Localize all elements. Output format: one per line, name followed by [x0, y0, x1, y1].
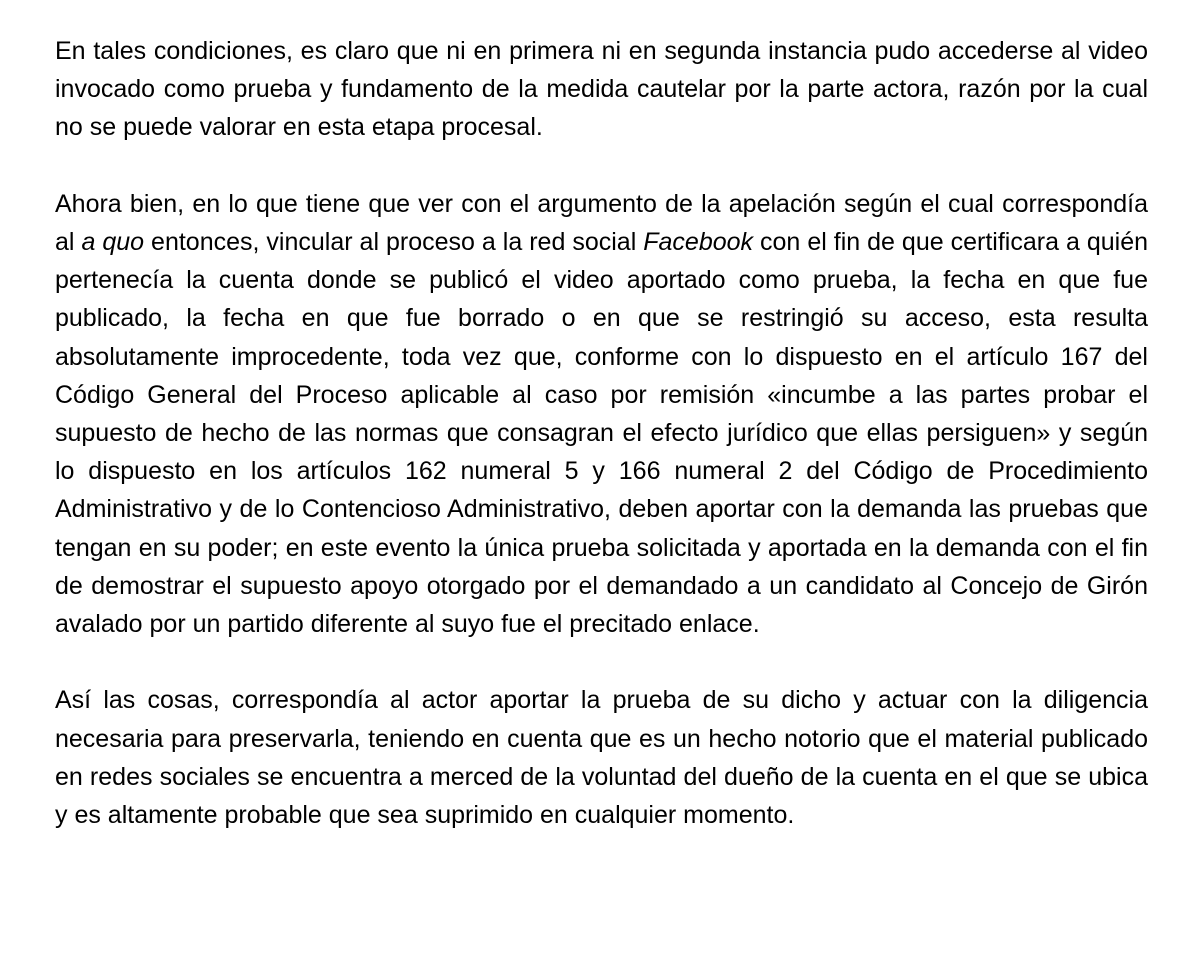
brand-name-facebook: Facebook [643, 228, 754, 256]
paragraph-1 [55, 32, 1148, 147]
paragraph-2-text-c: con el fin de que certificara a quién pertenecía la cuenta donde se publicó el video aportado como prueba, la fecha en que fue publicado, la fecha en que fue borrado o en que se restringió su acceso, esta resulta absolutamente improcedente, toda vez que, conforme con lo dispuesto en el artículo 167 del Código General del Proceso aplicable al caso por remisión «incumbe a las partes probar el supuesto de hecho de las normas que consagran el efecto jurídico que ellas persiguen» y según lo dispuesto en los artículos 162 numeral 5 y 166 numeral 2 del Código de Procedimiento Administrativo y de lo Contencioso Administrativo, deben aportar con la demanda las pruebas que tengan en su poder; en este evento la única prueba solicitada y aportada en la demanda con el fin de demostrar el supuesto apoyo otorgado por el demandado a un candidato al Concejo de Girón avalado por un partido diferente al suyo fue el precitado enlace. [55, 228, 1149, 639]
document-body [55, 32, 1148, 834]
paragraph-1-text: En tales condiciones, es claro que ni en primera ni en segunda instancia pudo accederse al video invocado como prueba y fundamento de la medida cautelar por la parte actora, razón por la cual no se puede valorar en esta etapa procesal. [55, 37, 1148, 142]
paragraph-2 [55, 185, 1148, 643]
paragraph-2-text-a: Ahora bien, en lo que tiene que ver con el argumento de la apelación según el cual correspondía al [55, 189, 1148, 256]
paragraph-3-text: Así las cosas, correspondía al actor aportar la prueba de su dicho y actuar con la diligencia necesaria para preservarla, teniendo en cuenta que es un hecho notorio que el material publicado en redes sociales se encuentra a merced de la voluntad del dueño de la cuenta en el que se ubica y es altamente probable que sea suprimido en cualquier momento. [55, 686, 1148, 830]
paragraph-2-text-b: entonces, vincular al proceso a la red social [144, 228, 644, 256]
paragraph-3 [55, 681, 1148, 834]
latin-term-a-quo: a quo [81, 228, 145, 256]
